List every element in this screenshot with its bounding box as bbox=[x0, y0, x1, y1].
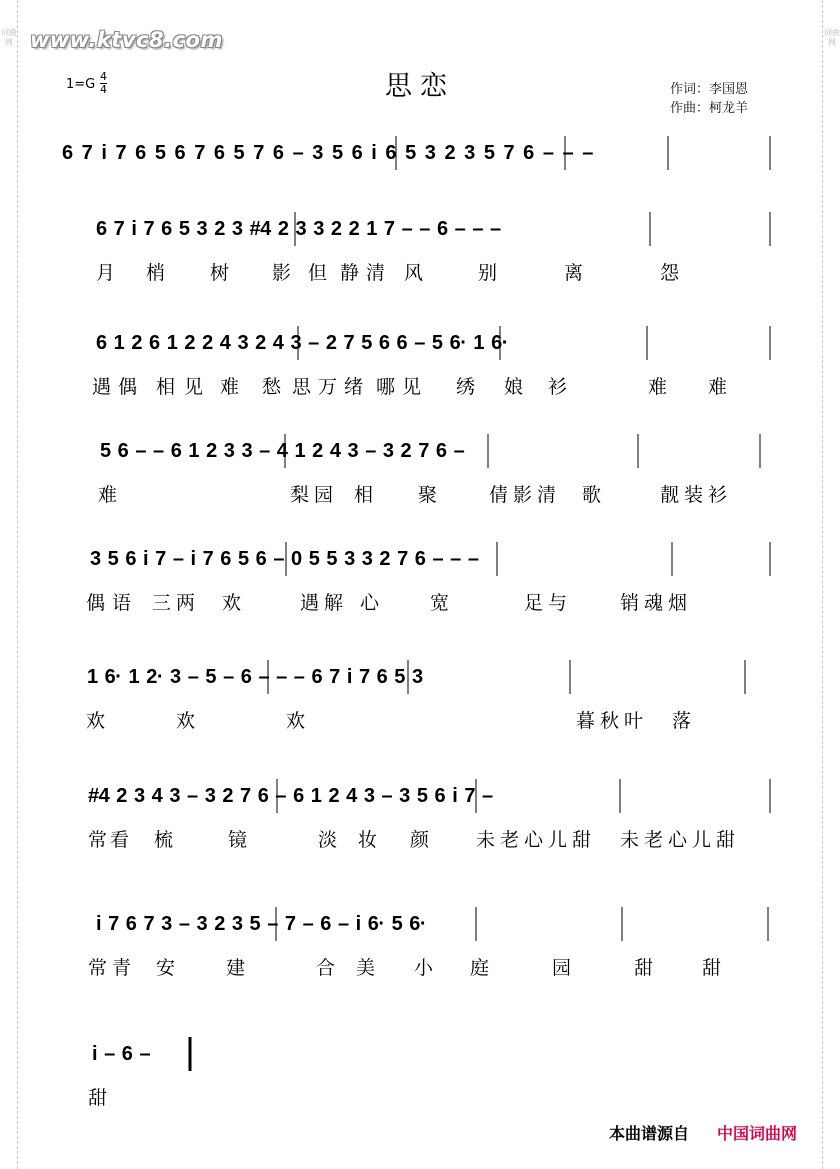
lyric-char: 遇 bbox=[92, 376, 112, 398]
credits bbox=[670, 80, 748, 118]
lyric-char: 妆 bbox=[358, 829, 378, 851]
lyric-char: 偶 bbox=[86, 592, 106, 614]
lyric-char: 娘 bbox=[504, 376, 524, 398]
notes-line: i 7 6 7 3 – 3 2 3 5 – 7 – 6 – i 6· 5 6· bbox=[96, 913, 427, 935]
lyric-char: 秋 bbox=[600, 710, 620, 732]
lyric-char: 静 bbox=[340, 262, 360, 284]
lyric-char: 影 bbox=[513, 484, 533, 506]
lyric-char: 清 bbox=[366, 262, 386, 284]
lyric-char: 颜 bbox=[410, 829, 430, 851]
lyric-char: 园 bbox=[552, 957, 572, 979]
lyric-char: 三 bbox=[152, 592, 172, 614]
lyric-char: 常 bbox=[88, 829, 108, 851]
lyric-char: 心 bbox=[524, 829, 544, 851]
score-row bbox=[0, 1043, 840, 1153]
site-watermark: www.ktvc8.com bbox=[30, 28, 223, 52]
lyric-char: 难 bbox=[708, 376, 728, 398]
lyric-char: 欢 bbox=[222, 592, 242, 614]
notes-line: 6 7 i 7 6 5 6 7 6 5 7 6 – 3 5 6 i 6 5 3 2 3 5 7 6 – – – bbox=[62, 142, 594, 164]
score-row bbox=[0, 548, 840, 658]
song-title: 思恋 bbox=[385, 71, 455, 102]
lyric-char: 难 bbox=[648, 376, 668, 398]
lyric-char: 哪 bbox=[376, 376, 396, 398]
lyric-char: 偶 bbox=[118, 376, 138, 398]
lyric-char: 未 bbox=[620, 829, 640, 851]
lyricist-credit: 作词：李国恩 bbox=[670, 82, 749, 97]
lyric-char: 与 bbox=[548, 592, 568, 614]
notes-line: 5 6 – – 6 1 2 3 3 – 4 1 2 4 3 – 3 2 7 6 – bbox=[100, 440, 465, 462]
lyric-char: 离 bbox=[564, 262, 584, 284]
lyric-char: 儿 bbox=[548, 829, 568, 851]
score-row bbox=[0, 332, 840, 442]
lyric-char: 装 bbox=[684, 484, 704, 506]
lyric-char: 绪 bbox=[344, 376, 364, 398]
notes-line: 3 5 6 i 7 – i 7 6 5 6 – 0 5 5 3 3 2 7 6 – – – bbox=[90, 548, 479, 570]
lyric-char: 影 bbox=[272, 262, 292, 284]
lyric-char: 相 bbox=[354, 484, 374, 506]
lyric-char: 相 bbox=[156, 376, 176, 398]
lyric-char: 绣 bbox=[456, 376, 476, 398]
key-label: 1=G bbox=[66, 77, 96, 92]
lyric-char: 销 bbox=[620, 592, 640, 614]
lyric-char: 愁 bbox=[262, 376, 282, 398]
lyric-char: 小 bbox=[414, 957, 434, 979]
lyric-char: 魂 bbox=[644, 592, 664, 614]
lyric-char: 欢 bbox=[286, 710, 306, 732]
lyric-char: 聚 bbox=[418, 484, 438, 506]
lyric-char: 建 bbox=[226, 957, 246, 979]
lyric-char: 风 bbox=[404, 262, 424, 284]
lyric-char: 但 bbox=[308, 262, 328, 284]
lyric-char: 叶 bbox=[624, 710, 644, 732]
lyric-char: 老 bbox=[644, 829, 664, 851]
lyric-char: 万 bbox=[318, 376, 338, 398]
notes-line: 1 6· 1 2· 3 – 5 – 6 – – – 6 7 i 7 6 5 3 bbox=[87, 666, 423, 688]
score-row bbox=[0, 666, 840, 776]
lyric-char: 语 bbox=[112, 592, 132, 614]
lyric-char: 倩 bbox=[489, 484, 509, 506]
key-signature bbox=[66, 70, 107, 96]
lyric-char: 衫 bbox=[708, 484, 728, 506]
lyric-char: 淡 bbox=[318, 829, 338, 851]
lyric-char: 庭 bbox=[470, 957, 490, 979]
time-denominator: 4 bbox=[100, 83, 107, 96]
lyric-char: 歌 bbox=[582, 484, 602, 506]
lyric-char: 甜 bbox=[716, 829, 736, 851]
lyric-char: 甜 bbox=[702, 957, 722, 979]
score-row bbox=[0, 913, 840, 1023]
lyric-char: 落 bbox=[672, 710, 692, 732]
lyric-char: 怨 bbox=[660, 262, 680, 284]
lyric-char: 别 bbox=[478, 262, 498, 284]
time-signature bbox=[100, 71, 107, 96]
lyric-char: 甜 bbox=[572, 829, 592, 851]
notes-line: i – 6 – bbox=[92, 1043, 151, 1065]
lyric-char: 难 bbox=[220, 376, 240, 398]
score-row bbox=[0, 218, 840, 328]
lyric-char: 甜 bbox=[88, 1087, 108, 1109]
score-row bbox=[0, 785, 840, 895]
lyric-char: 难 bbox=[98, 484, 118, 506]
lyric-char: 宽 bbox=[430, 592, 450, 614]
notes-line: #4 2 3 4 3 – 3 2 7 6 – 6 1 2 4 3 – 3 5 6 i 7 – bbox=[88, 785, 493, 807]
lyric-char: 梢 bbox=[146, 262, 166, 284]
lyric-char: 见 bbox=[184, 376, 204, 398]
notes-line: 6 7 i 7 6 5 3 2 3 #4 2 3 3 2 2 1 7 – – 6 – – – bbox=[96, 218, 501, 240]
lyric-char: 美 bbox=[356, 957, 376, 979]
lyric-char: 老 bbox=[500, 829, 520, 851]
lyric-char: 思 bbox=[292, 376, 312, 398]
side-mark: 词曲网 bbox=[824, 28, 840, 47]
lyric-char: 欢 bbox=[86, 710, 106, 732]
lyric-char: 烟 bbox=[668, 592, 688, 614]
lyric-char: 足 bbox=[524, 592, 544, 614]
lyric-char: 未 bbox=[476, 829, 496, 851]
lyric-char: 清 bbox=[537, 484, 557, 506]
lyric-char: 衫 bbox=[548, 376, 568, 398]
lyric-char: 镜 bbox=[228, 829, 248, 851]
lyric-char: 心 bbox=[668, 829, 688, 851]
lyric-char: 欢 bbox=[176, 710, 196, 732]
lyric-char: 安 bbox=[156, 957, 176, 979]
lyric-char: 心 bbox=[360, 592, 380, 614]
lyric-char: 梳 bbox=[154, 829, 174, 851]
source-label: 本曲谱源自 bbox=[609, 1124, 690, 1143]
lyric-char: 见 bbox=[402, 376, 422, 398]
lyric-char: 常 bbox=[88, 957, 108, 979]
score-row bbox=[0, 440, 840, 550]
lyric-char: 遇 bbox=[300, 592, 320, 614]
lyric-char: 青 bbox=[112, 957, 132, 979]
lyric-char: 解 bbox=[324, 592, 344, 614]
side-mark: 词曲网 bbox=[1, 28, 17, 47]
lyric-char: 树 bbox=[210, 262, 230, 284]
composer-credit: 作曲：柯龙羊 bbox=[670, 101, 749, 116]
lyric-char: 合 bbox=[316, 957, 336, 979]
time-numerator: 4 bbox=[100, 70, 107, 83]
lyric-char: 两 bbox=[176, 592, 196, 614]
lyric-char: 靓 bbox=[660, 484, 680, 506]
lyric-char: 暮 bbox=[576, 710, 596, 732]
source-site-link[interactable]: 中国词曲网 bbox=[717, 1124, 798, 1143]
lyric-char: 梨 bbox=[290, 484, 310, 506]
notes-line: 6 1 2 6 1 2 2 4 3 2 4 3 – 2 7 5 6 6 – 5 6· 1 6· bbox=[96, 332, 508, 354]
lyric-char: 园 bbox=[314, 484, 334, 506]
lyric-char: 甜 bbox=[634, 957, 654, 979]
lyric-char: 儿 bbox=[692, 829, 712, 851]
lyric-char: 月 bbox=[96, 262, 116, 284]
lyric-char: 看 bbox=[110, 829, 130, 851]
